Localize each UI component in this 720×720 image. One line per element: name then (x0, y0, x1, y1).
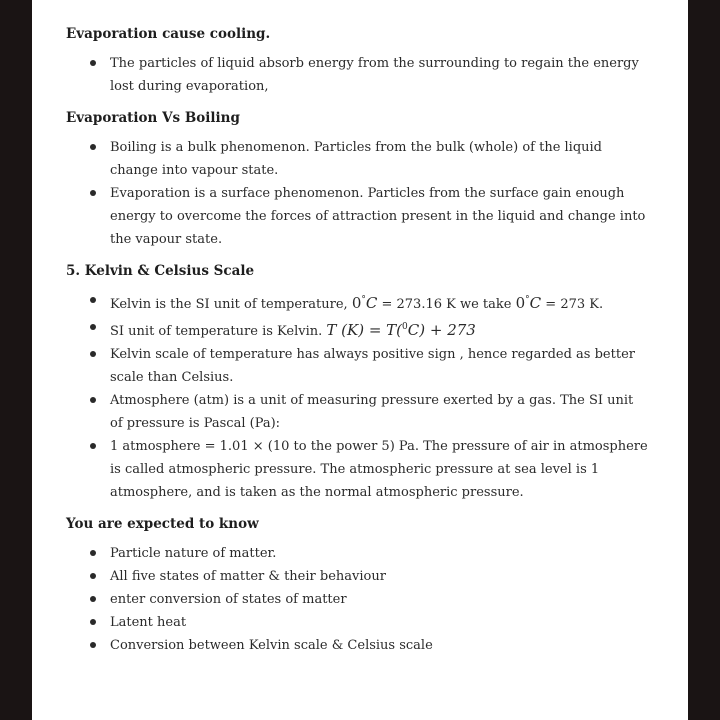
list-item: Atmosphere (atm) is a unit of measuring pressure exerted by a gas. The SI unit of pressure is Pascal (Pa): (66, 389, 688, 435)
list-item: All five states of matter & their behaviour (66, 565, 688, 588)
list-item-kelvin-si (66, 289, 688, 316)
list-item: The particles of liquid absorb energy from the surrounding to regain the energy lost during evaporation, (66, 52, 688, 98)
list-expected-to-know (66, 542, 688, 657)
heading-evaporation-vs-boiling: Evaporation Vs Boiling (66, 110, 240, 126)
formula-lhs: T (K) = T( (326, 321, 403, 339)
text-fragment: Kelvin is the SI unit of temperature, (110, 297, 348, 312)
heading-evaporation-cooling: Evaporation cause cooling. (66, 26, 271, 42)
math-zero-celsius (516, 294, 542, 312)
list-item: Particle nature of matter. (66, 542, 688, 565)
list-evaporation-cooling (66, 52, 688, 98)
math-degree: ° (525, 295, 530, 305)
list-item: enter conversion of states of matter (66, 588, 688, 611)
list-kelvin-celsius (66, 289, 688, 504)
text-fragment: SI unit of temperature is Kelvin. (110, 324, 323, 339)
math-degree: ° (361, 295, 366, 305)
list-item: Kelvin scale of temperature has always positive sign , hence regarded as better scale than Celsius. (66, 343, 688, 389)
math-number: 0 (515, 294, 526, 312)
list-item: 1 atmosphere = 1.01 × (10 to the power 5) Pa. The pressure of air in atmosphere is called atmospheric pressure. The atmospheric pressure at sea level is 1 atmosphere, and is taken as the normal atmospheric pressure. (66, 435, 688, 504)
list-item: Boiling is a bulk phenomenon. Particles from the bulk (whole) of the liquid change into vapour state. (66, 136, 688, 182)
list-item-si-unit (66, 316, 688, 343)
math-c: C (529, 294, 542, 312)
list-item: Conversion between Kelvin scale & Celsius scale (66, 634, 688, 657)
math-zero-celsius (352, 294, 378, 312)
list-evaporation-vs-boiling (66, 136, 688, 251)
math-c: C (365, 294, 378, 312)
heading-kelvin-celsius: 5. Kelvin & Celsius Scale (66, 263, 255, 279)
math-number: 0 (351, 294, 362, 312)
document-page (32, 0, 688, 720)
formula-rhs: C) + 273 (407, 321, 476, 339)
text-fragment: = 273.16 K we take (381, 297, 512, 312)
list-item: Latent heat (66, 611, 688, 634)
document-content (32, 0, 688, 657)
math-formula (326, 321, 475, 339)
formula-sup: 0 (402, 322, 408, 332)
text-fragment: = 273 K. (545, 297, 604, 312)
heading-expected-to-know: You are expected to know (66, 516, 259, 532)
list-item: Evaporation is a surface phenomenon. Particles from the surface gain enough energy to overcome the forces of attraction present in the liquid and change into the vapour state. (66, 182, 688, 251)
